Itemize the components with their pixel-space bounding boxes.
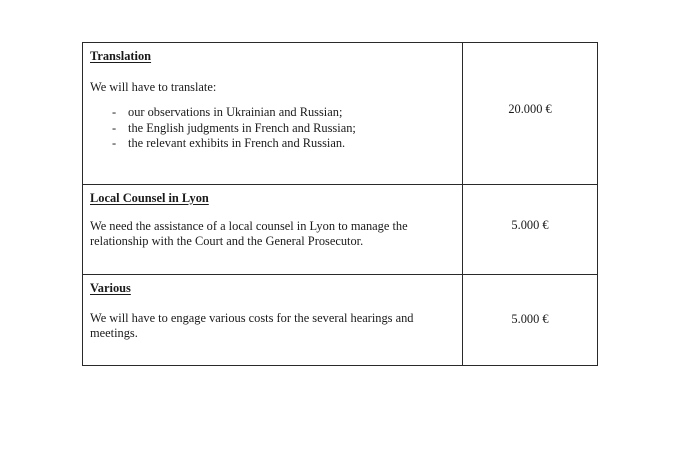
list-item [90,136,454,152]
bullet-dash: - [112,136,117,150]
translation-amount-cell [463,43,597,185]
cost-table [82,42,598,366]
various-text-line-2: meetings. [90,326,138,340]
various-title: Various [90,281,131,295]
list-item [90,105,454,121]
local-counsel-title: Local Counsel in Lyon [90,191,209,205]
bullet-dash: - [112,105,117,119]
translation-intro: We will have to translate: [90,80,217,94]
translation-item-1: our observations in Ukrainian and Russian; [128,105,343,119]
translation-item-3: the relevant exhibits in French and Russian. [128,136,346,150]
various-amount-cell [463,275,597,365]
translation-description-cell [83,43,463,185]
local-counsel-text-line-1: We need the assistance of a local counsel in Lyon to manage the [90,219,408,233]
bullet-dash: - [112,120,117,135]
local-counsel-amount-cell [463,185,597,275]
local-counsel-amount: 5.000 € [511,218,549,232]
translation-amount: 20.000 € [508,102,552,116]
various-amount: 5.000 € [511,311,549,326]
list-item [90,121,454,137]
local-counsel-text-line-2: relationship with the Court and the General Prosecutor. [90,234,364,248]
various-text-line-1: We will have to engage various costs for the several hearings and [90,311,414,325]
translation-title: Translation [90,49,152,63]
translation-bullet-list [90,105,454,152]
local-counsel-description-cell [83,185,463,275]
various-description-cell [83,275,463,365]
translation-item-2: the English judgments in French and Russian; [128,120,356,135]
